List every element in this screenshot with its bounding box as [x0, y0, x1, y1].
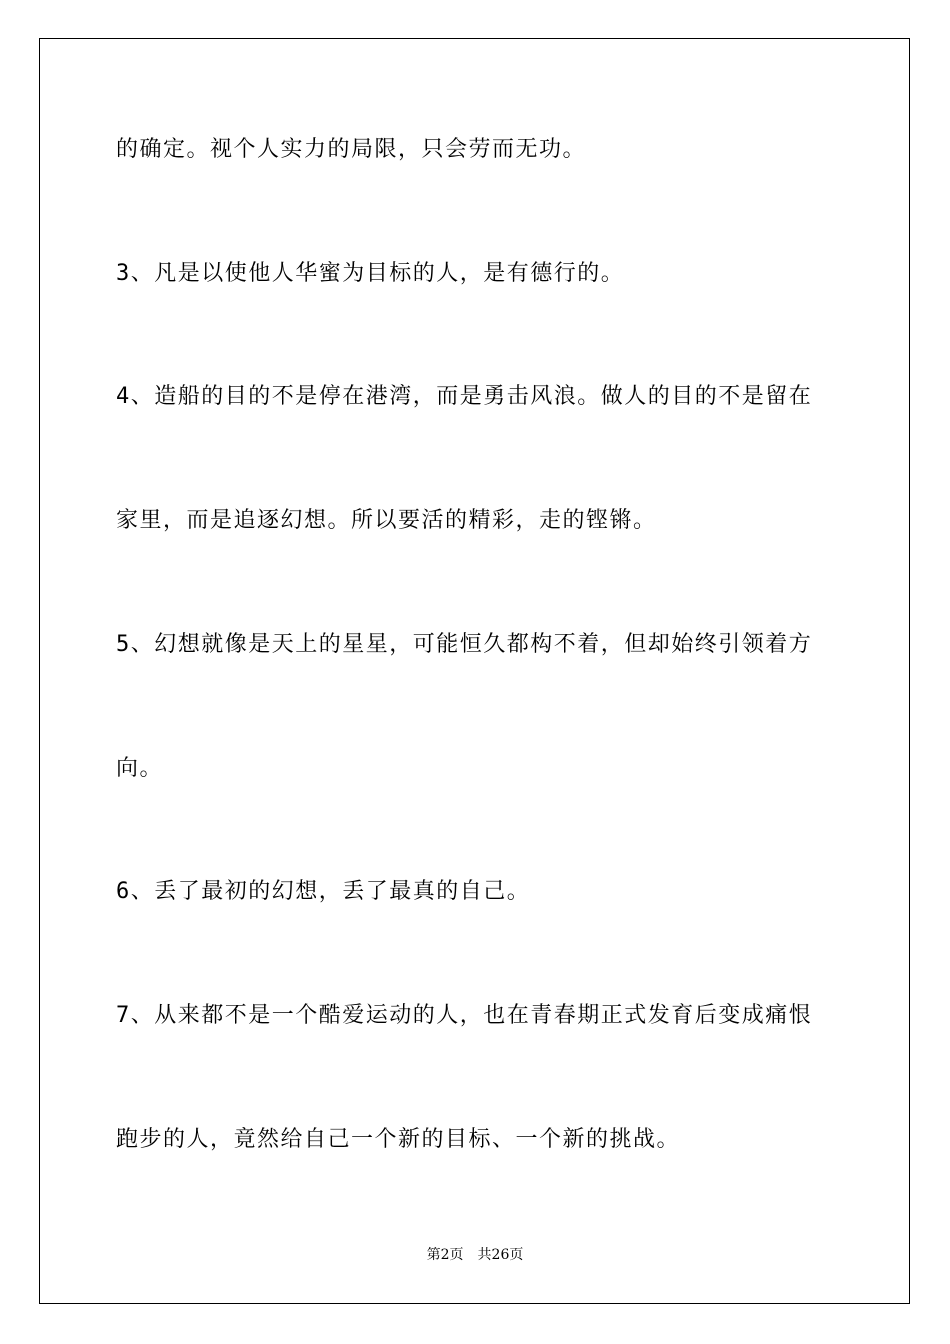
text-line: 3、凡是以使他人华蜜为目标的人，是有德行的。 — [116, 261, 625, 286]
text-line: 家里，而是追逐幻想。所以要活的精彩，走的铿锵。 — [116, 508, 657, 533]
text-line: 6、丢了最初的幻想，丢了最真的自己。 — [116, 879, 531, 904]
text-line: 跑步的人，竟然给自己一个新的目标、一个新的挑战。 — [116, 1127, 681, 1152]
page-total: 共26页 — [477, 1247, 524, 1263]
text-line: 向。 — [116, 756, 164, 781]
text-line: 4、造船的目的不是停在港湾，而是勇击风浪。做人的目的不是留在 — [116, 384, 813, 409]
page-frame — [39, 38, 910, 1304]
page-number: 第2页 — [426, 1247, 464, 1263]
text-line: 7、从来都不是一个酷爱运动的人，也在青春期正式发育后变成痛恨 — [116, 1003, 813, 1028]
text-line: 的确定。视个人实力的局限，只会劳而无功。 — [116, 137, 587, 162]
text-line: 5、幻想就像是天上的星星，可能恒久都构不着，但却始终引领着方 — [116, 632, 813, 657]
page-footer — [0, 1245, 950, 1265]
